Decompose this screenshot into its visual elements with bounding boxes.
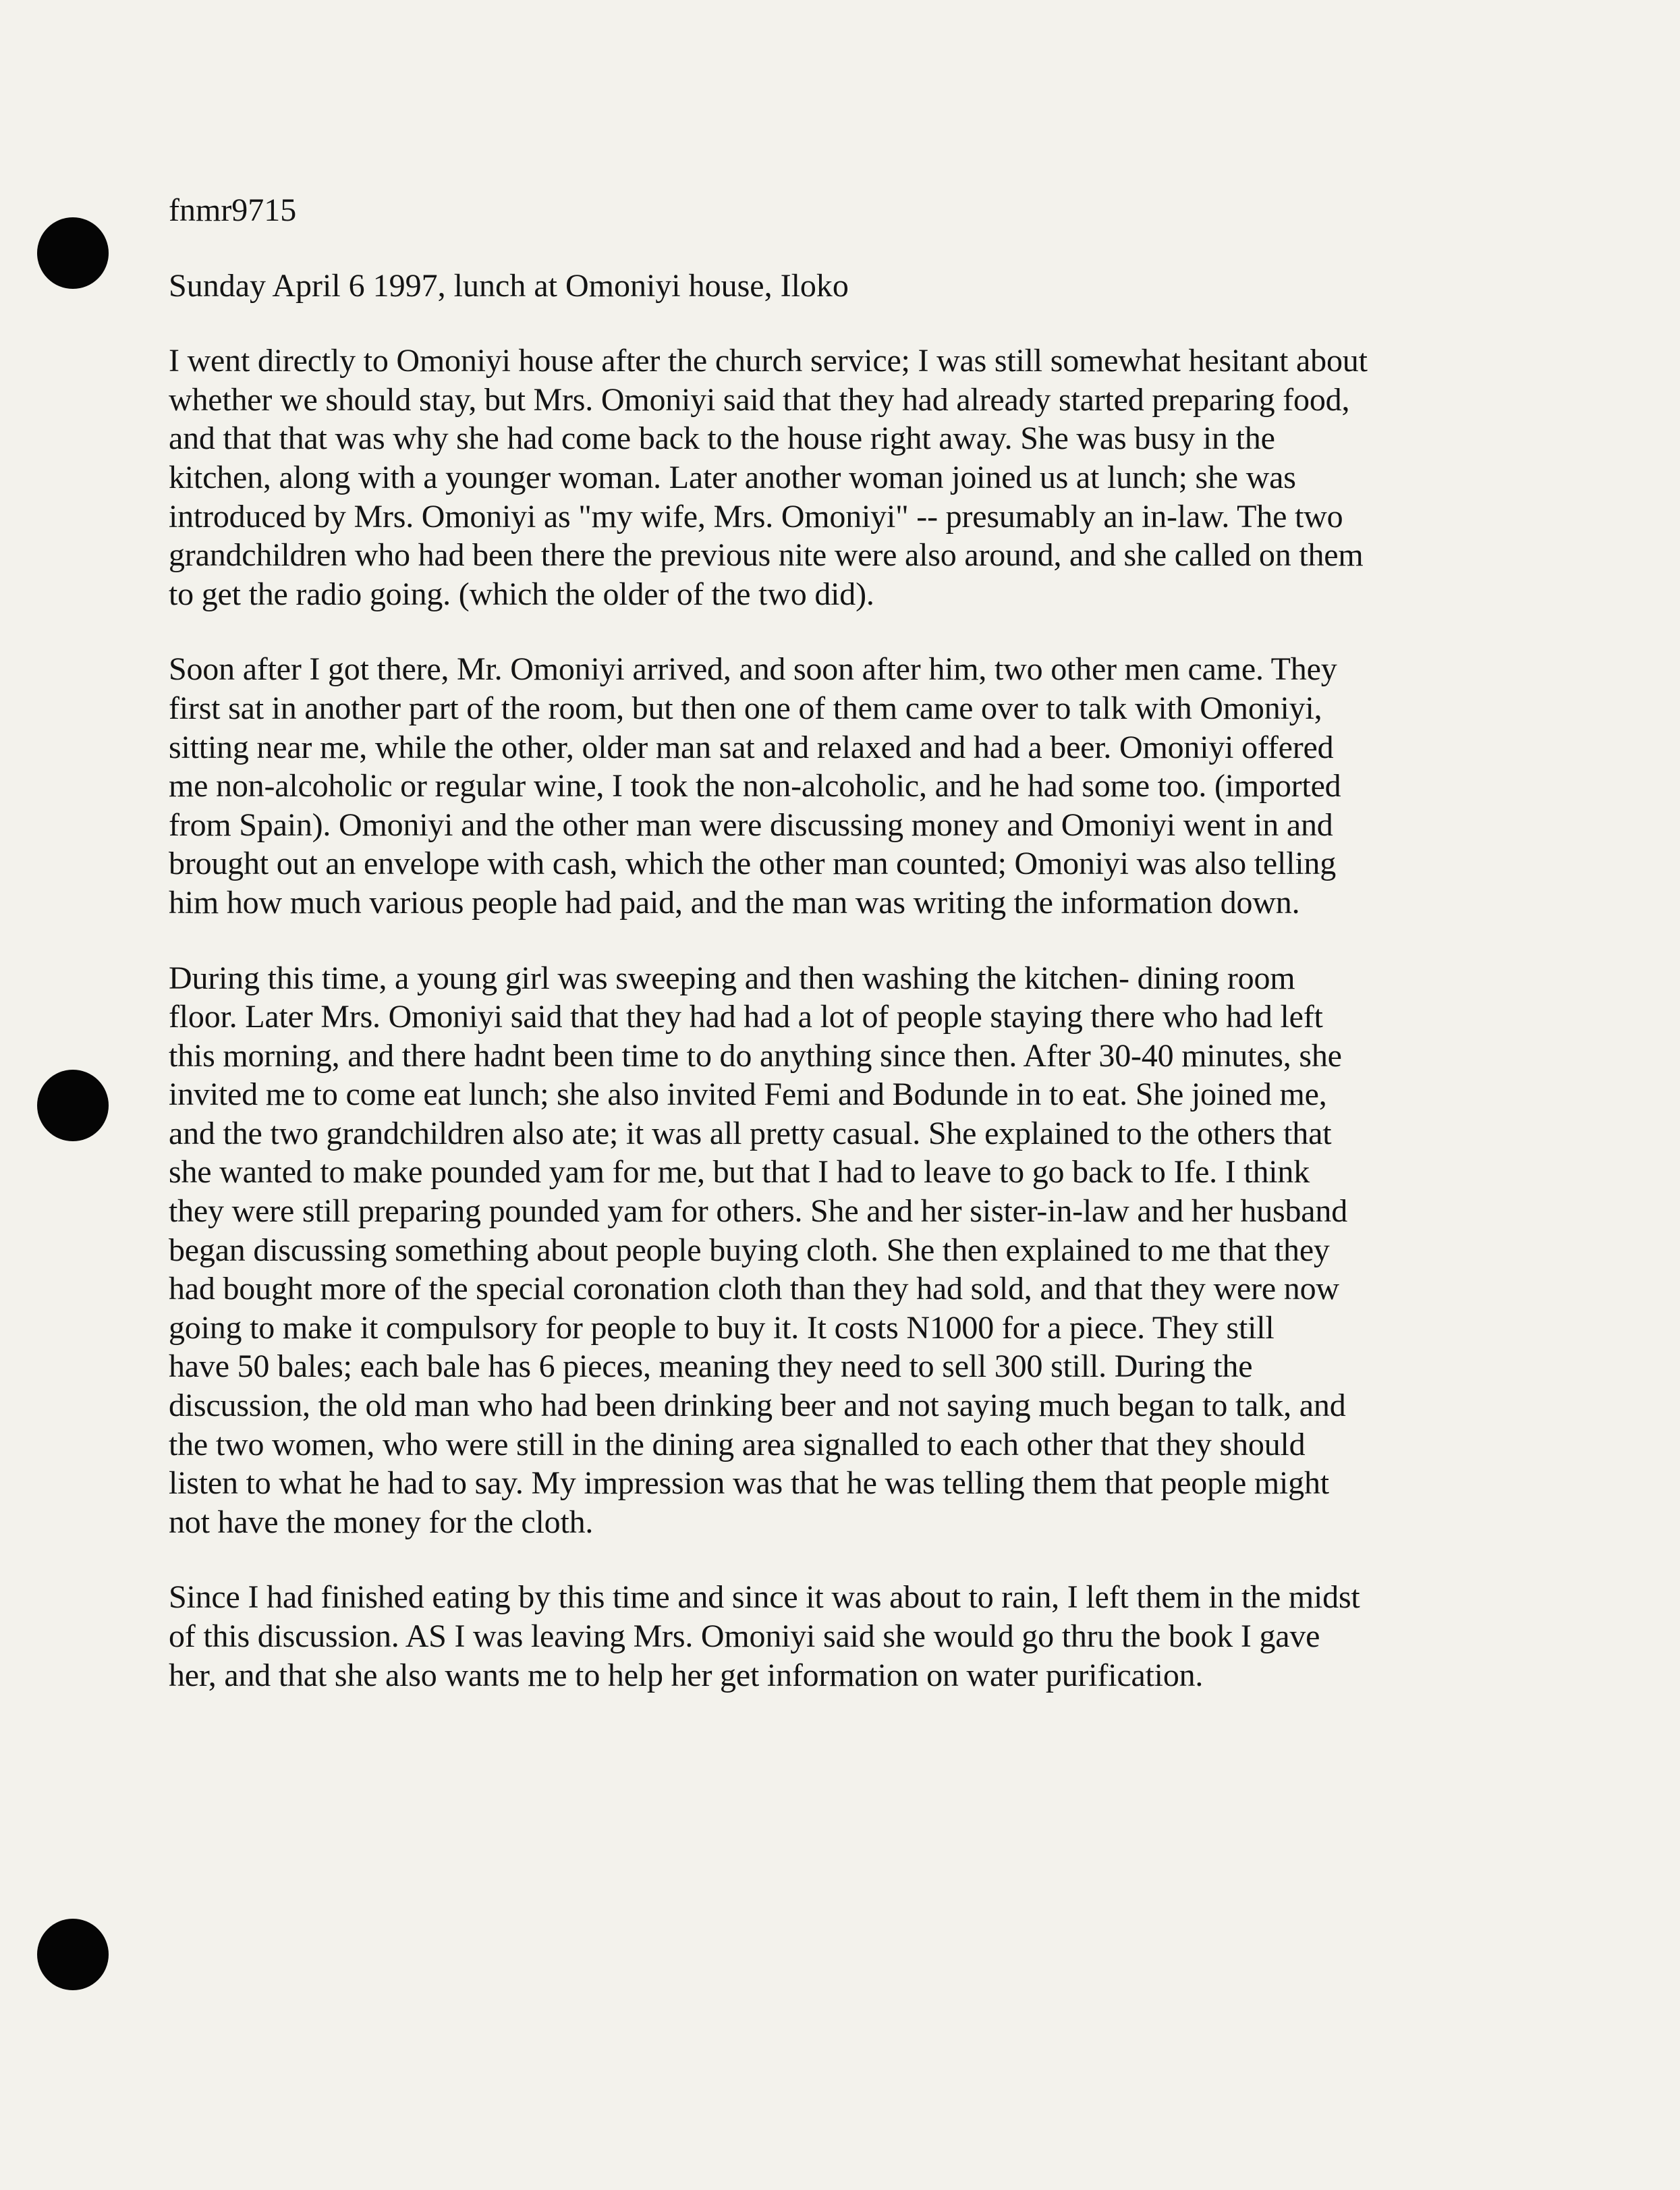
paragraph-4: Since I had finished eating by this time and since it was about to rain, I left them in the midst of this discussion. AS I was leaving Mrs. Omoniyi said she would go thru the book I gave her, and that she also wants me to help her get information on water purification.: [169, 1579, 1360, 1693]
binder-hole: [37, 217, 109, 289]
paragraph-3: During this time, a young girl was sweeping and then washing the kitchen- dining room floor. Later Mrs. Omoniyi said that they had had a lot of people staying there who had left this morning, and there hadnt been time to do anything since then. After 30-40 minutes, she invited me to come eat lunch; she also invited Femi and Bodunde in to eat. She joined me, and the two grandchildren also ate; it was all pretty casual. She explained to the others that she wanted to make pounded yam for me, but that I had to leave to go back to Ife. I think they were still preparing pounded yam for others. She and her sister-in-law and her husband began discussing something about people buying cloth. She then explained to me that they had bought more of the special coronation cloth than they had sold, and that they were now going to make it compulsory for people to buy it. It costs N1000 for a piece. They still have 50 bales; each bale has 6 pieces, meaning they need to sell 300 still. During the discussion, the old man who had been drinking beer and not saying much began to talk, and the two women, who were still in the dining area signalled to each other that they should listen to what he had to say. My impression was that he was telling them that people might not have the money for the cloth.: [169, 960, 1347, 1540]
paragraph-2: Soon after I got there, Mr. Omoniyi arrived, and soon after him, two other men came. They first sat in another part of the room, but then one of them came over to talk with Omoniyi, sitting near me, while the other, older man sat and relaxed and had a beer. Omoniyi offered me non-alcoholic or regular wine, I took the non-alcoholic, and he had some too. (imported from Spain). Omoniyi and the other man were discussing money and Omoniyi went in and brought out an envelope with cash, which the other man counted; Omoniyi was also telling him how much various people had paid, and the man was writing the information down.: [169, 651, 1341, 921]
document-heading: Sunday April 6 1997, lunch at Omoniyi house, Iloko: [169, 267, 849, 304]
paragraph-1: I went directly to Omoniyi house after the church service; I was still somewhat hesitant about whether we should stay, but Mrs. Omoniyi said that they had already started preparing food, and that that was why she had come back to the house right away. She was busy in the kitchen, along with a younger woman. Later another woman joined us at lunch; she was introduced by Mrs. Omoniyi as "my wife, Mrs. Omoniyi" -- presumably an in-law. The two grandchildren who had been there the previous nite were also around, and she called on them to get the radio going. (which the older of the two did).: [169, 343, 1368, 612]
binder-hole: [37, 1919, 109, 1990]
document-body: [169, 191, 1471, 1731]
binder-hole: [37, 1070, 109, 1141]
document-id: fnmr9715: [169, 192, 297, 228]
